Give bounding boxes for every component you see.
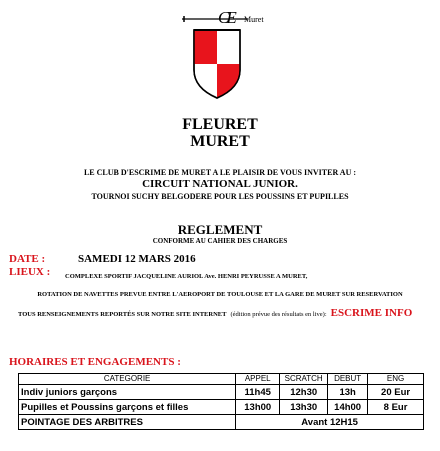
escrime-info-link[interactable]: ESCRIME INFO	[330, 307, 413, 319]
pointage-value: Avant 12H15	[236, 415, 424, 430]
title-line-2: MURET	[190, 133, 250, 150]
table-row	[19, 400, 424, 415]
pointage-label: POINTAGE DES ARBITRES	[19, 415, 236, 430]
logo-town: Muret	[244, 15, 264, 24]
shield-icon	[194, 30, 240, 98]
info-line	[18, 305, 412, 322]
cell-categorie: Pupilles et Poussins garçons et filles	[19, 400, 236, 415]
cell-scratch: 13h30	[280, 400, 328, 415]
col-header-categorie: CATEGORIE	[19, 374, 236, 385]
info-note: (édition prévue des résultats en live):	[230, 311, 327, 318]
event-name: CIRCUIT NATIONAL JUNIOR.	[142, 178, 298, 190]
col-header-debut: DEBUT	[328, 374, 368, 385]
reglement-subheading: CONFORME AU CAHIER DES CHARGES	[152, 237, 288, 245]
cell-debut: 14h00	[328, 400, 368, 415]
cell-appel: 11h45	[236, 385, 280, 400]
cell-appel: 13h00	[236, 400, 280, 415]
col-header-scratch: SCRATCH	[280, 374, 328, 385]
date-value: SAMEDI 12 MARS 2016	[78, 253, 196, 265]
cell-eng: 8 Eur	[368, 400, 424, 415]
info-text: TOUS RENSEIGNEMENTS REPORTÉS SUR NOTRE SITE INTERNET	[18, 311, 227, 318]
date-label: DATE :	[9, 253, 46, 265]
schedule-table	[18, 373, 424, 430]
tournament-name: TOURNOI SUCHY BELGODERE POUR LES POUSSINS ET PUPILLES	[91, 192, 349, 201]
lieux-value: COMPLEXE SPORTIF JACQUELINE AURIOL Ave. HENRI PEYRUSSE A MURET,	[65, 273, 308, 280]
col-header-appel: APPEL	[236, 374, 280, 385]
col-header-eng: ENG	[368, 374, 424, 385]
table-header-row	[19, 374, 424, 385]
cell-categorie: Indiv juniors garçons	[19, 385, 236, 400]
lieux-label: LIEUX :	[9, 266, 51, 278]
club-logo	[178, 8, 288, 104]
title-line-1: FLEURET	[182, 116, 258, 133]
table-row	[19, 385, 424, 400]
shuttle-text: ROTATION DE NAVETTES PREVUE ENTRE L'AEROPORT DE TOULOUSE ET LA GARE DE MURET SUR RESERVATION	[37, 291, 403, 298]
cell-scratch: 12h30	[280, 385, 328, 400]
cell-debut: 13h	[328, 385, 368, 400]
pointage-row	[19, 415, 424, 430]
page-title	[0, 116, 440, 150]
reglement-heading: REGLEMENT	[177, 222, 263, 237]
cell-eng: 20 Eur	[368, 385, 424, 400]
logo-monogram: CE	[218, 8, 234, 27]
horaires-heading: HORAIRES ET ENGAGEMENTS :	[9, 356, 181, 368]
invite-text: LE CLUB D'ESCRIME DE MURET A LE PLAISIR DE VOUS INVITER AU :	[83, 168, 357, 177]
